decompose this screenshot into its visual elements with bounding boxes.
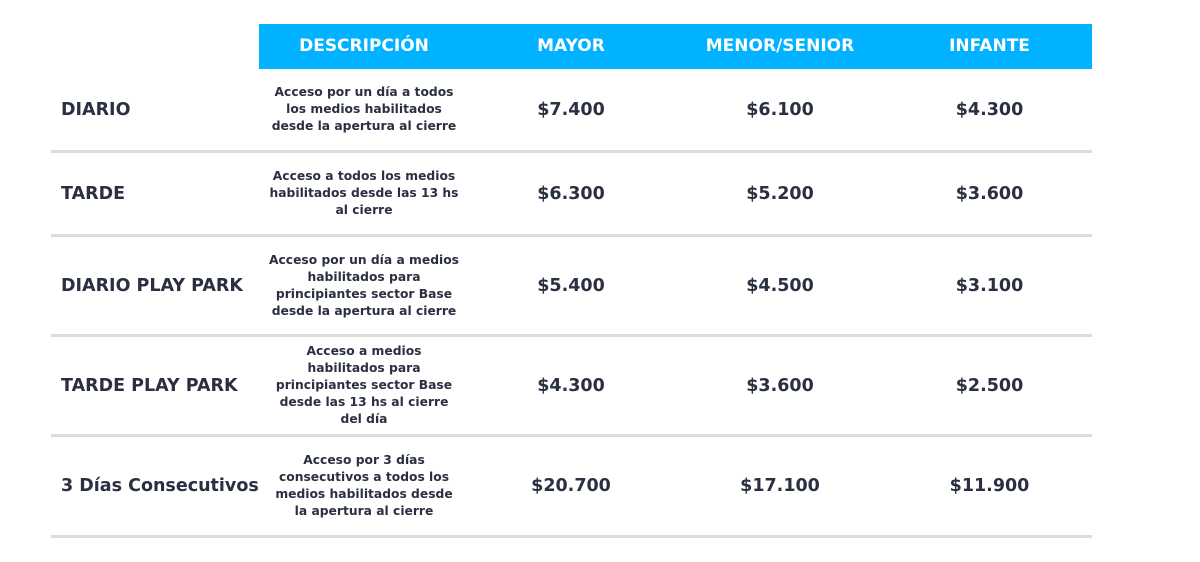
price-mayor: $6.300 bbox=[537, 183, 605, 204]
table-row-3-dias-consecutivos bbox=[51, 437, 1092, 538]
price-mayor: $7.400 bbox=[537, 99, 605, 120]
column-header-infante: INFANTE bbox=[949, 36, 1030, 56]
price-menor-senior: $6.100 bbox=[746, 99, 814, 120]
column-header-menor-senior: MENOR/SENIOR bbox=[705, 36, 855, 56]
price-table-header bbox=[259, 24, 1092, 69]
price-infante: $3.600 bbox=[955, 183, 1024, 204]
row-name: DIARIO bbox=[61, 99, 131, 120]
row-description: Acceso por un día a todos los medios habilitados desde la apertura al cierre bbox=[271, 85, 457, 133]
price-menor-senior: $5.200 bbox=[746, 183, 814, 204]
row-name: DIARIO PLAY PARK bbox=[61, 275, 243, 296]
price-menor-senior: $4.500 bbox=[746, 275, 814, 296]
row-name: TARDE bbox=[61, 183, 126, 204]
price-mayor: $4.300 bbox=[537, 375, 605, 396]
table-row-diario bbox=[51, 69, 1092, 153]
price-menor-senior: $3.600 bbox=[746, 375, 814, 396]
row-description: Acceso a medios habilitados para principiantes sector Base desde las 13 hs al cierre del día bbox=[275, 344, 453, 426]
table-row-tarde bbox=[51, 153, 1092, 237]
row-description: Acceso por un día a medios habilitados para principiantes sector Base desde la apertura al cierre bbox=[269, 252, 459, 318]
column-header-mayor: MAYOR bbox=[537, 36, 605, 56]
row-name: TARDE PLAY PARK bbox=[61, 375, 238, 396]
price-menor-senior: $17.100 bbox=[740, 476, 820, 496]
price-mayor: $5.400 bbox=[537, 275, 605, 296]
price-mayor: $20.700 bbox=[531, 476, 611, 496]
row-description: Acceso por 3 días consecutivos a todos los medios habilitados desde la apertura al cierre bbox=[275, 453, 453, 518]
row-divider bbox=[51, 535, 1092, 538]
row-name: 3 Días Consecutivos bbox=[61, 476, 259, 496]
column-header-descripcion: DESCRIPCIÓN bbox=[299, 36, 429, 56]
price-infante: $3.100 bbox=[955, 275, 1024, 296]
table-row-diario-play-park bbox=[51, 237, 1092, 337]
price-infante: $11.900 bbox=[949, 476, 1030, 496]
price-infante: $4.300 bbox=[955, 99, 1024, 120]
row-description: Acceso a todos los medios habilitados desde las 13 hs al cierre bbox=[269, 169, 459, 217]
price-infante: $2.500 bbox=[955, 375, 1024, 396]
table-row-tarde-play-park bbox=[51, 337, 1092, 437]
